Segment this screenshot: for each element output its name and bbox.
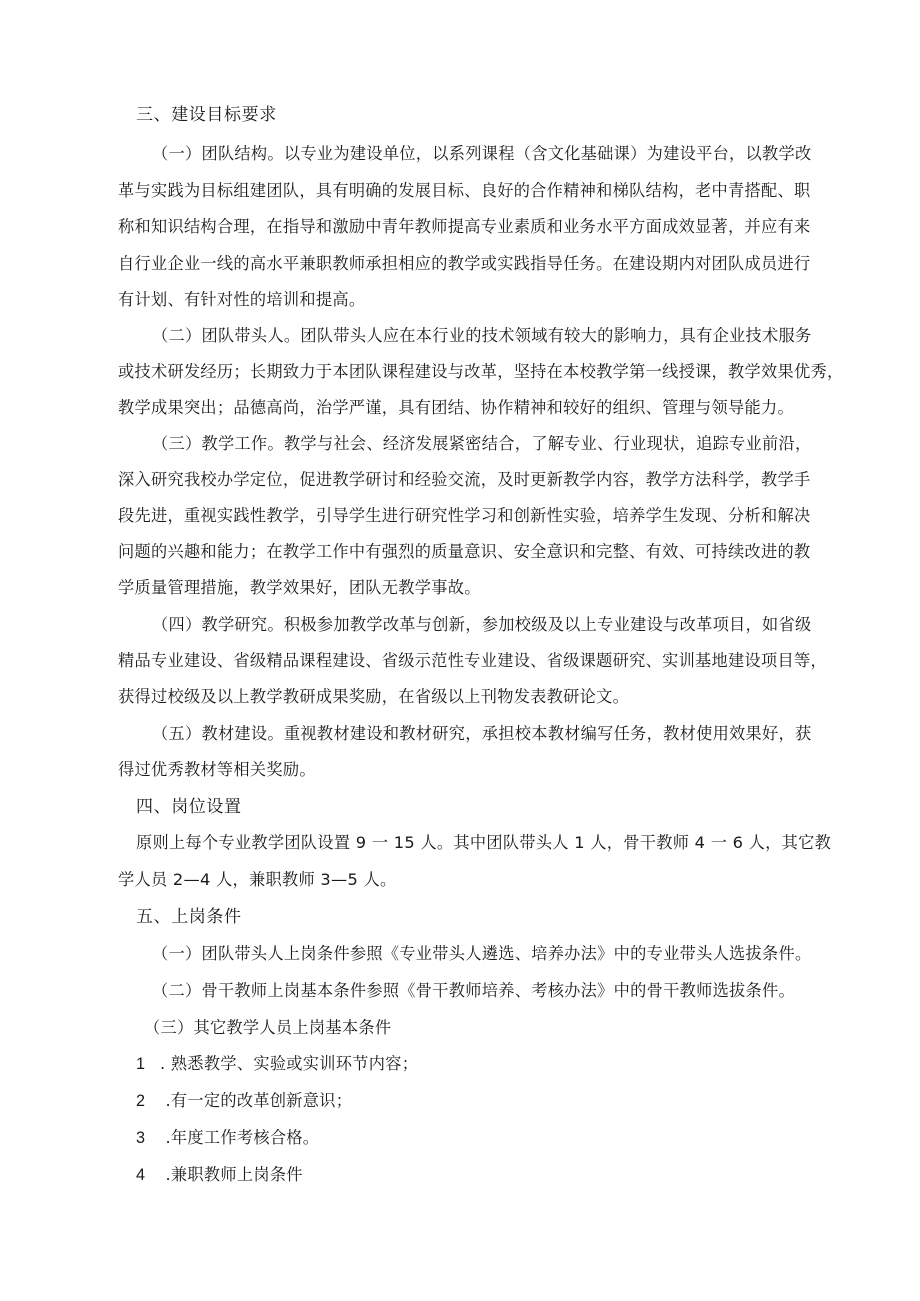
paragraph-line: 得过优秀教材等相关奖励。 [118, 760, 316, 779]
paragraph-line: 问题的兴趣和能力；在教学工作中有强烈的质量意识、安全意识和完整、有效、可持续改进的教 [118, 542, 811, 561]
list-item-text: . 熟悉教学、实验或实训环节内容； [160, 1054, 419, 1073]
paragraph-line: 获得过校级及以上教学教研成果奖励，在省级以上刊物发表教研论文。 [118, 687, 630, 706]
paragraph-line: 自行业企业一线的高水平兼职教师承担相应的教学或实践指导任务。在建设期内对团队成员进行 [118, 254, 811, 273]
list-item-number: 2 [136, 1092, 146, 1110]
list-item-text: .有一定的改革创新意识； [160, 1091, 353, 1110]
list-item [136, 1053, 418, 1075]
paragraph-line: （一）团队带头人上岗条件参照《专业带头人遴选、培养办法》中的专业带头人选拔条件。 [152, 944, 812, 963]
list-item [136, 1164, 303, 1186]
list-item-number: 4 [136, 1166, 146, 1184]
paragraph-line: 或技术研发经历；长期致力于本团队课程建设与改革，坚持在本校教学第一线授课，教学效果优秀， [118, 362, 844, 381]
paragraph-line: （五）教材建设。重视教材建设和教材研究，承担校本教材编写任务，教材使用效果好，获 [152, 724, 812, 743]
section-heading-5: 五、上岗条件 [136, 907, 242, 927]
paragraph-line: （三）教学工作。教学与社会、经济发展紧密结合，了解专业、行业现状，追踪专业前沿， [152, 434, 812, 453]
paragraph-line: 学质量管理措施，教学效果好，团队无教学事故。 [118, 578, 481, 597]
paragraph-line: （一）团队结构。以专业为建设单位，以系列课程（含文化基础课）为建设平台，以教学改 [152, 144, 812, 163]
list-item-number: 1 [136, 1055, 146, 1073]
paragraph-line: 有计划、有针对性的培训和提高。 [118, 290, 366, 309]
paragraph-line: （三）其它教学人员上岗基本条件 [144, 1018, 392, 1037]
list-item-text: .兼职教师上岗条件 [160, 1165, 303, 1184]
paragraph-line: 教学成果突出；品德高尚，治学严谨，具有团结、协作精神和较好的组织、管理与领导能力。 [118, 398, 794, 417]
paragraph-line: 原则上每个专业教学团队设置 9 一 15 人。其中团队带头人 1 人，骨干教师 4 一 6 人，其它教 [136, 833, 832, 852]
paragraph-line: 段先进，重视实践性教学，引导学生进行研究性学习和创新性实验，培养学生发现、分析和解决 [118, 506, 811, 525]
paragraph-line: 称和知识结构合理，在指导和激励中青年教师提高专业素质和业务水平方面成效显著，并应有来 [118, 217, 811, 236]
paragraph-line: 学人员 2—4 人，兼职教师 3—5 人。 [118, 870, 397, 889]
paragraph-line: 深入研究我校办学定位，促进教学研讨和经验交流，及时更新教学内容，教学方法科学，教学手 [118, 470, 811, 489]
list-item [136, 1127, 319, 1149]
list-item-number: 3 [136, 1129, 146, 1147]
paragraph-line: 精品专业建设、省级精品课程建设、省级示范性专业建设、省级课题研究、实训基地建设项目等， [118, 651, 827, 670]
paragraph-line: （四）教学研究。积极参加教学改革与创新，参加校级及以上专业建设与改革项目，如省级 [152, 615, 812, 634]
paragraph-line: （二）团队带头人。团队带头人应在本行业的技术领域有较大的影响力，具有企业技术服务 [152, 326, 812, 345]
section-heading-3: 三、建设目标要求 [136, 105, 277, 125]
section-heading-4: 四、岗位设置 [136, 797, 242, 817]
list-item-text: .年度工作考核合格。 [160, 1128, 320, 1147]
list-item [136, 1090, 352, 1112]
paragraph-line: （二）骨干教师上岗基本条件参照《骨干教师培养、考核办法》中的骨干教师选拔条件。 [152, 981, 796, 1000]
paragraph-line: 革与实践为目标组建团队，具有明确的发展目标、良好的合作精神和梯队结构，老中青搭配、职 [118, 181, 811, 200]
